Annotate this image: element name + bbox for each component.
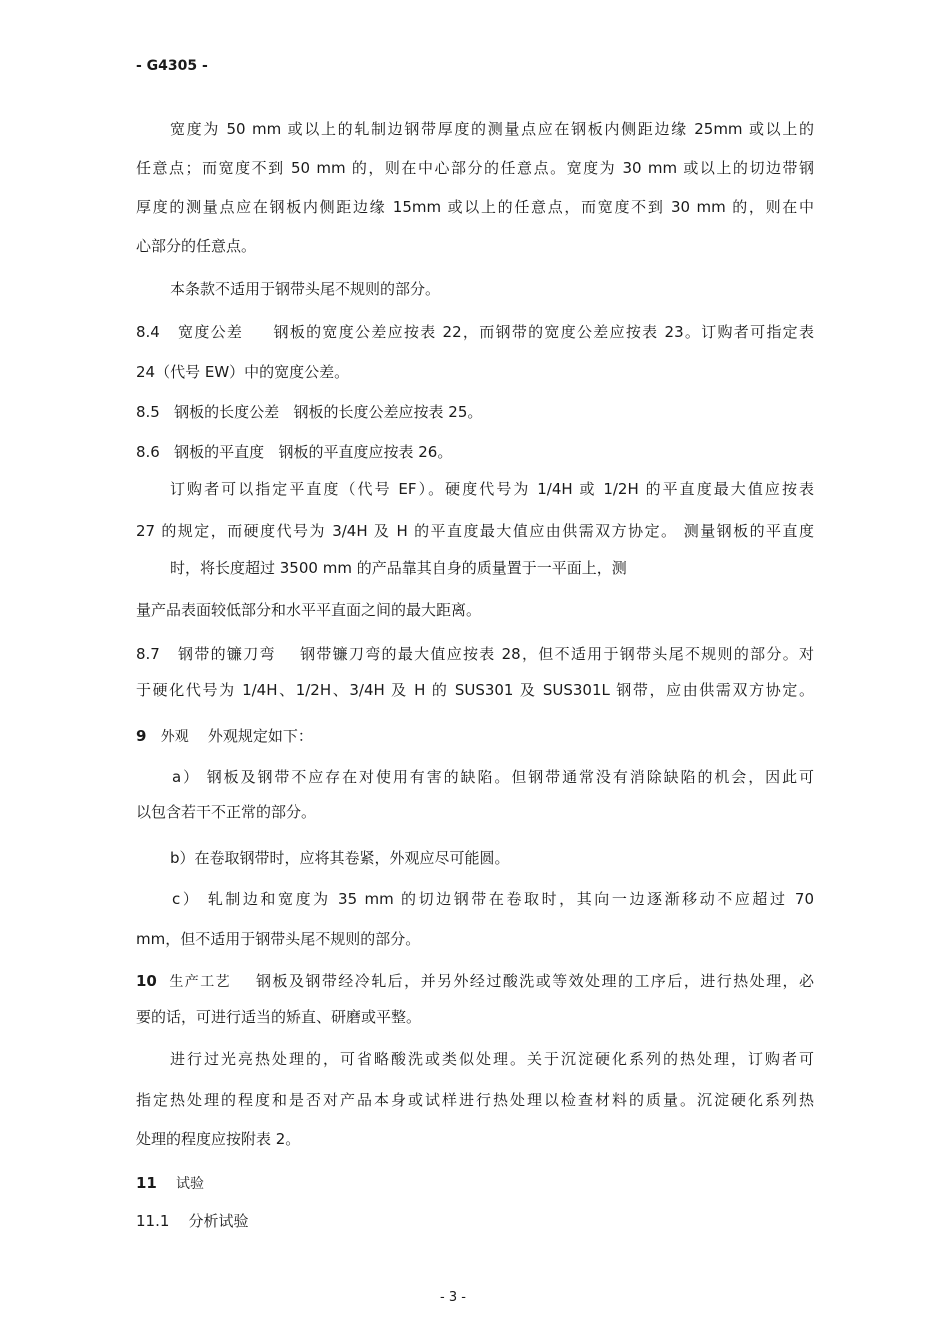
section-title: 分析试验: [188, 1212, 249, 1230]
paragraph-line: 时，将长度超过 3500 mm 的产品靠其自身的质量置于一平面上，测: [170, 559, 627, 577]
section-text: 钢板的长度公差应按表 25。: [293, 403, 483, 421]
paragraph-line: 宽度为 50 mm 或以上的轧制边钢带厚度的测量点应在钢板内侧距边缘 25mm 或以上的: [170, 120, 814, 138]
paragraph-line: 27 的规定，而硬度代号为 3/4H 及 H 的平直度最大值应由供需双方协定。 测量钢板的平直度: [136, 522, 814, 540]
section-10-line-1: [136, 971, 814, 992]
section-number: 8.6: [136, 443, 160, 461]
section-number: 9: [136, 727, 147, 745]
section-title: 钢带的镰刀弯: [178, 645, 276, 663]
section-number: 11.1: [136, 1212, 170, 1230]
section-title: 钢板的长度公差: [174, 403, 280, 421]
paragraph-line: 指定热处理的程度和是否对产品本身或试样进行热处理以检查材料的质量。沉淀硬化系列热: [136, 1091, 814, 1109]
section-8-7-line-1: [136, 644, 814, 664]
section-number: 8.7: [136, 645, 160, 663]
paragraph-line: 处理的程度应按附表 2。: [136, 1130, 301, 1148]
list-item-a: a） 钢板及钢带不应存在对使用有害的缺陷。但钢带通常没有消除缺陷的机会，因此可: [172, 768, 814, 786]
paragraph-line: 24（代号 EW）中的宽度公差。: [136, 363, 350, 381]
section-number: 8.4: [136, 323, 160, 341]
section-text: 钢板的平直度应按表 26。: [278, 443, 453, 461]
section-8-6: [136, 442, 452, 462]
paragraph-line: 于硬化代号为 1/4H、1/2H、3/4H 及 H 的 SUS301 及 SUS301L 钢带，应由供需双方协定。: [136, 681, 814, 699]
section-9: [136, 726, 313, 747]
document-code-header: - G4305 -: [136, 58, 208, 74]
section-title: 宽度公差: [178, 323, 244, 341]
paragraph-line: 心部分的任意点。: [136, 237, 257, 255]
paragraph-line: 订购者可以指定平直度（代号 EF）。硬度代号为 1/4H 或 1/2H 的平直度最大值应按表: [170, 480, 814, 498]
section-text: 钢板的宽度公差应按表 22，而钢带的宽度公差应按表 23。订购者可指定表: [273, 323, 814, 341]
list-item-b: b）在卷取钢带时，应将其卷紧，外观应尽可能圆。: [170, 849, 510, 867]
section-text: 钢带镰刀弯的最大值应按表 28，但不适用于钢带头尾不规则的部分。对: [300, 645, 814, 663]
section-number: 8.5: [136, 403, 160, 421]
section-8-5: [136, 402, 482, 422]
paragraph-line: 厚度的测量点应在钢板内侧距边缘 15mm 或以上的任意点，而宽度不到 30 mm 的，则在中: [136, 198, 814, 216]
paragraph-line: 量产品表面较低部分和水平平直面之间的最大距离。: [136, 601, 482, 619]
section-text: 外观规定如下：: [207, 727, 313, 745]
paragraph-line: 任意点；而宽度不到 50 mm 的，则在中心部分的任意点。宽度为 30 mm 或以上的切边带钢: [136, 159, 814, 177]
page-number: - 3 -: [440, 1290, 466, 1305]
section-11-1: [136, 1211, 249, 1231]
paragraph-line: 本条款不适用于钢带头尾不规则的部分。: [170, 280, 441, 298]
paragraph-line: 要的话，可进行适当的矫直、研磨或平整。: [136, 1008, 422, 1026]
list-item-c-cont: mm，但不适用于钢带头尾不规则的部分。: [136, 930, 421, 948]
list-item-a-cont: 以包含若干不正常的部分。: [136, 803, 317, 821]
section-number: 10: [136, 972, 157, 990]
section-title: 试验: [175, 1176, 204, 1192]
section-title: 外观: [160, 729, 189, 745]
section-8-4-line-1: [136, 322, 814, 342]
section-text: 钢板及钢带经冷轧后，并另外经过酸洗或等效处理的工序后，进行热处理，必: [256, 972, 814, 990]
list-item-c: c） 轧制边和宽度为 35 mm 的切边钢带在卷取时，其向一边逐渐移动不应超过 70: [172, 890, 814, 908]
section-number: 11: [136, 1174, 157, 1192]
section-title: 生产工艺: [169, 974, 232, 990]
section-11: [136, 1173, 204, 1194]
section-title: 钢板的平直度: [174, 443, 265, 461]
paragraph-line: 进行过光亮热处理的，可省略酸洗或类似处理。关于沉淀硬化系列的热处理，订购者可: [170, 1050, 814, 1068]
